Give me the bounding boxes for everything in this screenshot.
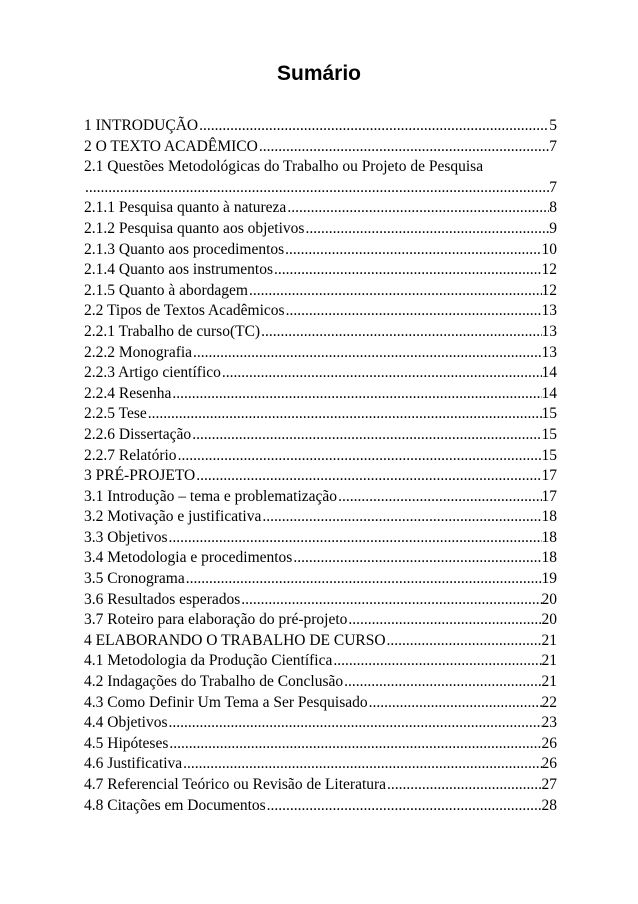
- toc-entry[interactable]: [84, 734, 557, 755]
- toc-entry-page: 18: [541, 528, 557, 546]
- toc-dot-leader: [240, 590, 541, 611]
- toc-entry[interactable]: [84, 651, 557, 672]
- toc-dot-leader: [195, 466, 541, 487]
- toc-dot-leader: [260, 322, 541, 343]
- toc-entry-page: 13: [541, 302, 557, 320]
- toc-dot-leader: [261, 507, 541, 528]
- toc-entry-page: 21: [541, 652, 557, 670]
- toc-entry-label: 2.1.4 Quanto aos instrumentos: [84, 261, 273, 279]
- toc-entry[interactable]: [84, 775, 557, 796]
- toc-dot-leader: [84, 178, 549, 199]
- toc-dot-leader: [221, 363, 542, 384]
- toc-dot-leader: [191, 425, 541, 446]
- toc-dot-leader: [168, 734, 541, 755]
- toc-dot-leader: [332, 651, 541, 672]
- toc-entry-page: 17: [541, 487, 557, 505]
- toc-entry-page: 8: [549, 199, 557, 217]
- toc-entry-label: 4.3 Como Definir Um Tema a Ser Pesquisado: [84, 693, 368, 711]
- toc-entry-label: 3 PRÉ-PROJETO: [84, 467, 196, 485]
- toc-entry[interactable]: [84, 713, 557, 734]
- toc-dot-leader: [343, 672, 541, 693]
- toc-entry[interactable]: [84, 693, 557, 714]
- toc-dot-leader: [337, 487, 541, 508]
- toc-entry[interactable]: [84, 363, 557, 384]
- toc-entry-page: 12: [541, 281, 557, 299]
- toc-dot-leader: [147, 404, 542, 425]
- toc-entry-label: 4.7 Referencial Teórico ou Revisão de Literatura: [84, 776, 387, 793]
- toc-entry[interactable]: [84, 754, 557, 775]
- toc-entry-label: 3.5 Cronograma: [84, 570, 185, 588]
- toc-entry[interactable]: [84, 384, 557, 405]
- toc-entry-label: 3.3 Objetivos: [84, 528, 168, 546]
- toc-entry[interactable]: [84, 219, 557, 240]
- toc-dot-leader: [386, 775, 541, 796]
- table-of-contents: [84, 116, 557, 816]
- toc-entry-label: 2.2.5 Tese: [84, 405, 147, 423]
- toc-entry[interactable]: [84, 322, 557, 343]
- toc-entry-page: 21: [541, 673, 557, 691]
- toc-entry[interactable]: [84, 796, 557, 817]
- toc-entry-label: 4.8 Citações em Documentos: [84, 796, 266, 814]
- toc-entry-page: 15: [541, 405, 557, 423]
- toc-entry-page: 15: [541, 446, 557, 464]
- toc-dot-leader: [192, 343, 541, 364]
- toc-entry-label: 2.2.2 Monografia: [84, 343, 193, 361]
- toc-entry-page: 28: [541, 796, 557, 814]
- toc-dot-leader: [177, 446, 542, 467]
- toc-dot-leader: [285, 301, 542, 322]
- toc-entry-page: 5: [549, 117, 557, 134]
- toc-entry-label: 4.2 Indagações do Trabalho de Conclusão: [84, 673, 344, 691]
- toc-entry-page: 18: [541, 508, 557, 526]
- toc-entry-label: 1 INTRODUÇÃO: [84, 117, 199, 134]
- toc-dot-leader: [368, 693, 542, 714]
- toc-entry-page: 13: [541, 343, 557, 361]
- toc-entry-label: 2.2.4 Resenha: [84, 384, 172, 402]
- toc-entry[interactable]: [84, 301, 557, 322]
- toc-entry-label: 4.4 Objetivos: [84, 714, 168, 732]
- toc-entry-page: 10: [541, 240, 557, 258]
- toc-entry-label: 2.1.5 Quanto à abordagem: [84, 281, 248, 299]
- toc-entry[interactable]: [84, 487, 557, 508]
- toc-entry-label: 2.2.6 Dissertação: [84, 425, 192, 443]
- toc-dot-leader: [273, 260, 542, 281]
- toc-entry-page: 18: [541, 549, 557, 567]
- toc-entry-page: 19: [541, 570, 557, 588]
- toc-entry-label: 4 ELABORANDO O TRABALHO DE CURSO: [84, 631, 386, 649]
- toc-entry-page: 20: [541, 611, 557, 629]
- toc-entry[interactable]: [84, 178, 557, 199]
- toc-dot-leader: [266, 796, 542, 817]
- toc-entry[interactable]: [84, 466, 557, 487]
- toc-entry-label: 2.2.7 Relatório: [84, 446, 177, 464]
- toc-entry-page: 27: [541, 776, 557, 793]
- toc-entry-page: 15: [541, 425, 557, 443]
- toc-entry[interactable]: [84, 343, 557, 364]
- toc-entry[interactable]: [84, 137, 557, 158]
- toc-dot-leader: [171, 384, 541, 405]
- toc-entry[interactable]: [84, 507, 557, 528]
- toc-entry-page: 22: [541, 693, 557, 711]
- toc-entry[interactable]: [84, 590, 557, 611]
- toc-entry[interactable]: [84, 240, 557, 261]
- toc-dot-leader: [185, 569, 542, 590]
- toc-entry-label: 4.5 Hipóteses: [84, 734, 169, 752]
- toc-entry-label: 3.4 Metodologia e procedimentos: [84, 549, 293, 567]
- toc-entry-page: 12: [541, 261, 557, 279]
- toc-dot-leader: [284, 240, 541, 261]
- toc-entry-page: 21: [541, 631, 557, 649]
- toc-entry-label: 2.1.3 Quanto aos procedimentos: [84, 240, 285, 258]
- toc-entry-page: 26: [541, 755, 557, 773]
- toc-entry-page: 14: [541, 384, 557, 402]
- toc-entry-page: 7: [549, 137, 557, 155]
- toc-dot-leader: [168, 528, 542, 549]
- toc-entry-label: 2.2 Tipos de Textos Acadêmicos: [84, 302, 285, 320]
- toc-dot-leader: [347, 610, 541, 631]
- toc-entry-label: 3.1 Introdução – tema e problematização: [84, 487, 338, 505]
- toc-entry[interactable]: [84, 672, 557, 693]
- toc-entry-label: 2.1 Questões Metodológicas do Trabalho ou Projeto de Pesquisa: [84, 158, 484, 176]
- toc-entry[interactable]: [84, 281, 557, 302]
- toc-entry[interactable]: [84, 404, 557, 425]
- toc-entry-label: 2.2.1 Trabalho de curso(TC): [84, 322, 261, 340]
- toc-entry[interactable]: [84, 569, 557, 590]
- toc-entry[interactable]: [84, 548, 557, 569]
- toc-dot-leader: [286, 198, 549, 219]
- toc-entry[interactable]: [84, 631, 557, 652]
- toc-entry-page: 20: [541, 590, 557, 608]
- toc-entry-label: 2.1.2 Pesquisa quanto aos objetivos: [84, 219, 305, 237]
- toc-dot-leader: [258, 137, 549, 158]
- toc-dot-leader: [386, 631, 542, 652]
- toc-entry[interactable]: [84, 198, 557, 219]
- toc-entry-label: 2 O TEXTO ACADÊMICO: [84, 137, 258, 155]
- toc-dot-leader: [304, 219, 549, 240]
- toc-dot-leader: [198, 116, 549, 137]
- toc-entry[interactable]: [84, 157, 557, 178]
- toc-entry-page: 7: [549, 178, 557, 196]
- toc-entry-page: 14: [541, 364, 557, 382]
- toc-entry[interactable]: [84, 260, 557, 281]
- toc-entry[interactable]: [84, 528, 557, 549]
- toc-entry-page: 17: [541, 467, 557, 485]
- toc-entry[interactable]: [84, 116, 557, 137]
- toc-entry-label: 2.2.3 Artigo científico: [84, 364, 221, 382]
- toc-entry-label: 3.2 Motivação e justificativa: [84, 508, 262, 526]
- toc-entry-label: 4.6 Justificativa: [84, 755, 183, 773]
- toc-entry[interactable]: [84, 425, 557, 446]
- toc-dot-leader: [248, 281, 542, 302]
- toc-entry-label: 3.7 Roteiro para elaboração do pré-projeto: [84, 611, 348, 629]
- toc-entry-label: 2.1.1 Pesquisa quanto à natureza: [84, 199, 287, 217]
- toc-entry[interactable]: [84, 610, 557, 631]
- toc-entry-label: 4.1 Metodologia da Produção Científica: [84, 652, 333, 670]
- toc-dot-leader: [168, 713, 542, 734]
- toc-entry[interactable]: [84, 446, 557, 467]
- toc-entry-page: 23: [541, 714, 557, 732]
- toc-dot-leader: [182, 754, 541, 775]
- toc-entry-page: 13: [541, 322, 557, 340]
- toc-dot-leader: [292, 548, 541, 569]
- toc-entry-page: 9: [549, 219, 557, 237]
- page-title: Sumário: [276, 62, 362, 85]
- toc-entry-label: 3.6 Resultados esperados: [84, 590, 241, 608]
- toc-entry-page: 26: [541, 734, 557, 752]
